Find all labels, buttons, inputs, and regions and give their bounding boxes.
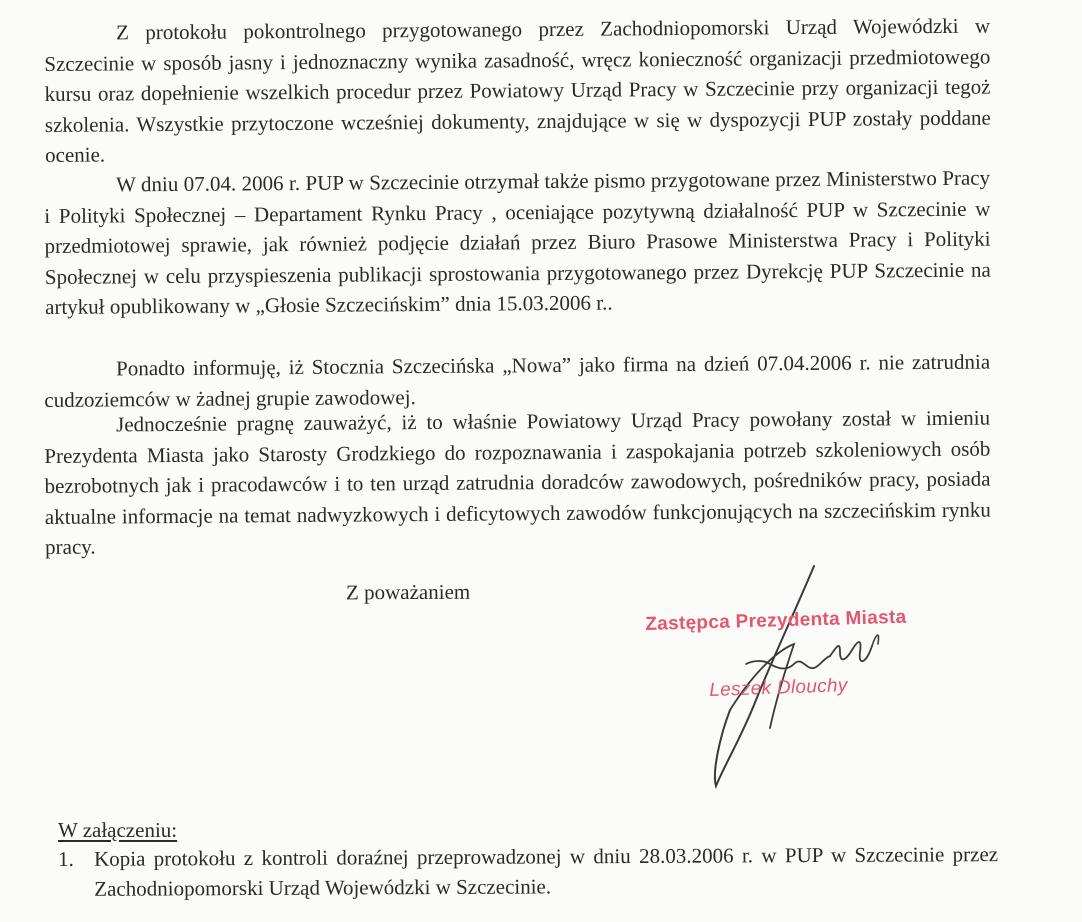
attachments-heading: W załączeniu:: [58, 818, 178, 842]
paragraph-labour-office: Jednocześnie pragnę zauważyć, iż to właśnie Powiatowy Urząd Pracy powołany został w imieniu Prezydenta Miasta jako Starosty Grodzkiego do rozpoznawania i zaspokajania potrzeb szkoleniowych osób bezrobotnych jak i pracodawców i to ten urząd zatrudnia doradców zawodowych, pośredników pracy, posiada aktualne informacje na temat nadwyzkowych i deficytowych zawodów funkcjonujących na szczecińskim rynku pracy.: [44, 405, 991, 559]
paragraph-protocol: Z protokołu pokontrolnego przygotowanego przez Zachodniopomorski Urząd Wojewódzki w Szczecinie w sposób jasny i jednoznaczny wynika zasadność, wręcz konieczność organizacji przedmiotowego kursu oraz dopełnienie wszelkich procedur przez Powiatowy Urząd Pracy w Szczecinie przy organizacji tegoż szkolenia. Wszystkie przytoczone wcześniej dokumenty, znajdujące w się w dyspozycji PUP zostały poddane ocenie.: [44, 13, 991, 167]
attachments-list: [58, 839, 998, 904]
attachment-text: Kopia protokołu z kontroli doraźnej przeprowadzonej w dniu 28.03.2006 r. w PUP w Szczecinie przez Zachodniopomorski Urząd Wojewódzki w Szczecinie.: [94, 842, 999, 901]
paragraph-ministry-letter: W dniu 07.04. 2006 r. PUP w Szczecinie otrzymał także pismo przygotowane przez Ministerstwo Pracy i Polityki Społecznej – Departament Rynku Pracy , oceniające pozytywną działalność PUP w Szczecinie w przedmiotowej sprawie, jak również podjęcie działań przez Biuro Prasowe Ministerstwa Pracy i Polityki Społecznej w celu przyspieszenia publikacji sprostowania przygotowanego przez Dyrekcję PUP Szczecinie na artykuł opublikowany w „Głosie Szczecińskim” dnia 15.03.2006 r..: [44, 165, 991, 319]
paragraph-shipyard: Ponadto informuję, iż Stocznia Szczecińska „Nowa” jako firma na dzień 07.04.2006 r. nie zatrudnia cudzoziemców w żadnej grupie zawodowej.: [44, 349, 991, 412]
stamp-title: Zastępca Prezydenta Miasta: [645, 606, 907, 635]
attachment-item: [58, 839, 998, 904]
attachment-number: 1.: [58, 846, 74, 871]
stamp-name: Leszek Dlouchy: [709, 675, 848, 701]
handwritten-signature: [690, 560, 890, 790]
closing-salutation: Z poważaniem: [345, 579, 471, 605]
